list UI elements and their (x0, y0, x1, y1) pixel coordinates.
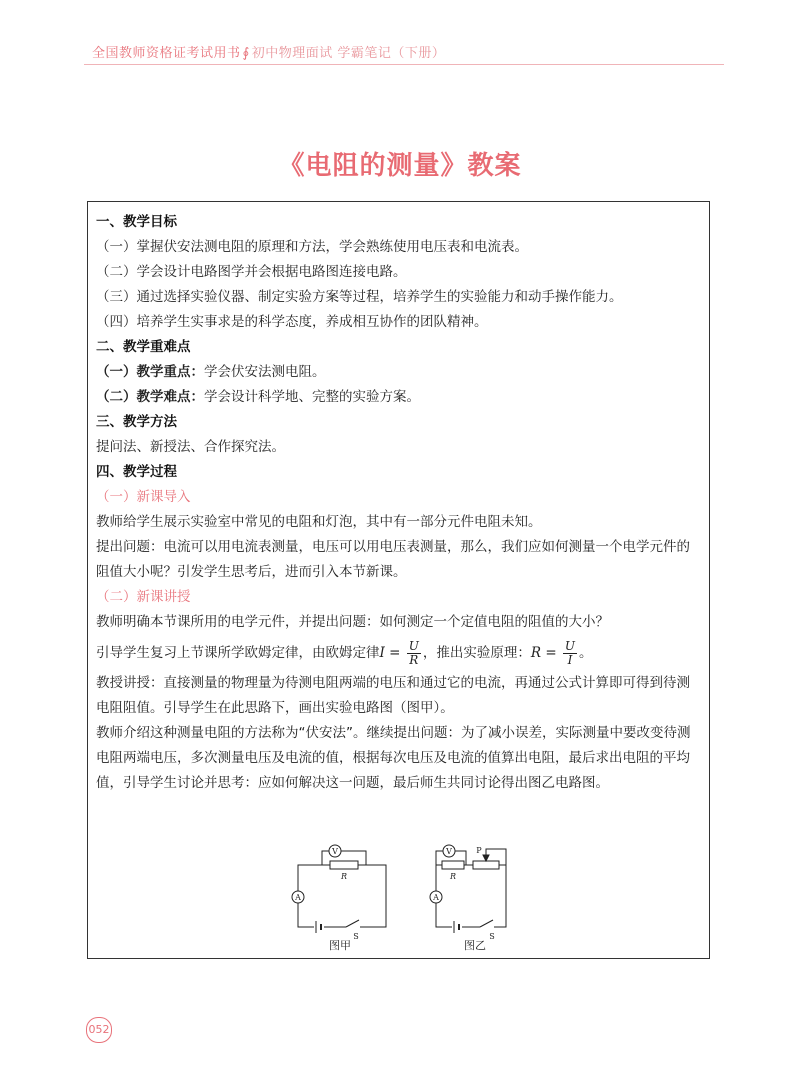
page-title: 《电阻的测量》教案 (278, 151, 522, 181)
subsection-teaching-heading: （二）新课讲授 (96, 589, 191, 605)
fig2-switch-label: S (489, 932, 495, 941)
fig2-voltmeter-label: V (446, 847, 452, 856)
formula-text-a: 引导学生复习上节课所学欧姆定律，由欧姆定律 (96, 645, 380, 661)
objective-item: （一）掌握伏安法测电阻的原理和方法，学会熟练使用电压表和电流表。 (96, 239, 528, 255)
header-separator-icon: ∮ (242, 46, 250, 61)
lesson-plan-box (87, 201, 710, 959)
fig1-resistor-label: R (340, 872, 348, 881)
fig1-ammeter-label: A (295, 893, 301, 902)
paragraph: 教师给学生展示实验室中常见的电阻和灯泡，其中有一部分元件电阻未知。 (96, 514, 542, 530)
lesson-plan-content (96, 210, 701, 796)
methods-text: 提问法、新授法、合作探究法。 (96, 439, 285, 455)
ohm-law-denominator: R (409, 652, 419, 667)
fig1-voltmeter-label: V (332, 847, 338, 856)
fig1-switch-label: S (353, 932, 359, 941)
fig1-caption: 图甲 (329, 939, 351, 952)
principle-denominator: I (567, 652, 573, 667)
difficulty-label: （二）教学难点： (96, 389, 204, 405)
fig2-caption: 图乙 (464, 939, 486, 952)
header-series: 全国教师资格证考试用书 (92, 46, 241, 61)
circuit-svg (286, 839, 526, 951)
difficulty-line (96, 385, 701, 410)
difficulty-text: 学会设计科学地、完整的实验方案。 (204, 389, 420, 405)
fig2-outer-wire (436, 865, 506, 927)
key-point-text: 学会伏安法测电阻。 (204, 364, 326, 380)
fig2-slider-label: P (476, 846, 482, 855)
fig1-resistor-icon (330, 861, 358, 869)
fig2-rheostat-icon (473, 861, 499, 869)
principle-fraction (563, 640, 577, 667)
section-process-heading: 四、教学过程 (96, 464, 177, 480)
section-keypoints-heading: 二、教学重难点 (96, 339, 191, 355)
fig2-slider-arrow-icon (483, 855, 489, 861)
section-methods-heading: 三、教学方法 (96, 414, 177, 430)
formula-paragraph (96, 635, 701, 671)
ohm-law-numerator: U (408, 638, 419, 653)
key-point-line (96, 360, 701, 385)
header-rule (84, 64, 724, 65)
objective-item: （四）培养学生实事求是的科学态度，养成相互协作的团队精神。 (96, 314, 488, 330)
running-header (84, 38, 724, 62)
ohm-law-fraction (407, 640, 421, 667)
principle-lhs: R = (530, 645, 561, 661)
ohm-law-lhs: I = (379, 645, 405, 661)
formula-text-b: ，推出实验原理： (422, 645, 531, 661)
principle-numerator: U (564, 638, 576, 653)
circuit-diagrams (286, 839, 526, 951)
paragraph: 教师介绍这种测量电阻的方法称为“伏安法”。继续提出问题：为了减小误差，实际测量中要改变待测电阻两端电压，多次测量电压及电流的值，根据每次电压及电流的值算出电阻，最后求出电阻的平均值，引导学生讨论并思考：应如何解决这一问题，最后师生共同讨论得出图乙电路图。 (96, 725, 691, 791)
fig2-resistor-icon (442, 861, 464, 869)
paragraph: 提出问题：电流可以用电流表测量，电压可以用电压表测量，那么，我们应如何测量一个电学元件的阻值大小呢？引发学生思考后，进而引入本节新课。 (96, 539, 690, 580)
objective-item: （二）学会设计电路图学并会根据电路图连接电路。 (96, 264, 407, 280)
header-book-title: 初中物理面试 学霸笔记（下册） (251, 46, 446, 61)
paragraph: 教师明确本节课所用的电学元件，并提出问题：如何测定一个定值电阻的阻值的大小？ (96, 614, 609, 630)
formula-text-c: 。 (579, 645, 593, 661)
page-number: 052 (86, 1017, 112, 1043)
section-objectives-heading: 一、教学目标 (96, 214, 177, 230)
key-point-label: （一）教学重点： (96, 364, 204, 380)
fig2-ammeter-label: A (433, 893, 439, 902)
subsection-intro-heading: （一）新课导入 (96, 489, 191, 505)
header-text (92, 42, 445, 61)
fig2-resistor-label: R (449, 872, 457, 881)
paragraph: 教授讲授：直接测量的物理量为待测电阻两端的电压和通过它的电流，再通过公式计算即可得到待测电阻阻值。引导学生在此思路下，画出实验电路图（图甲）。 (96, 675, 690, 716)
objective-item: （三）通过选择实验仪器、制定实验方案等过程，培养学生的实验能力和动手操作能力。 (96, 289, 623, 305)
